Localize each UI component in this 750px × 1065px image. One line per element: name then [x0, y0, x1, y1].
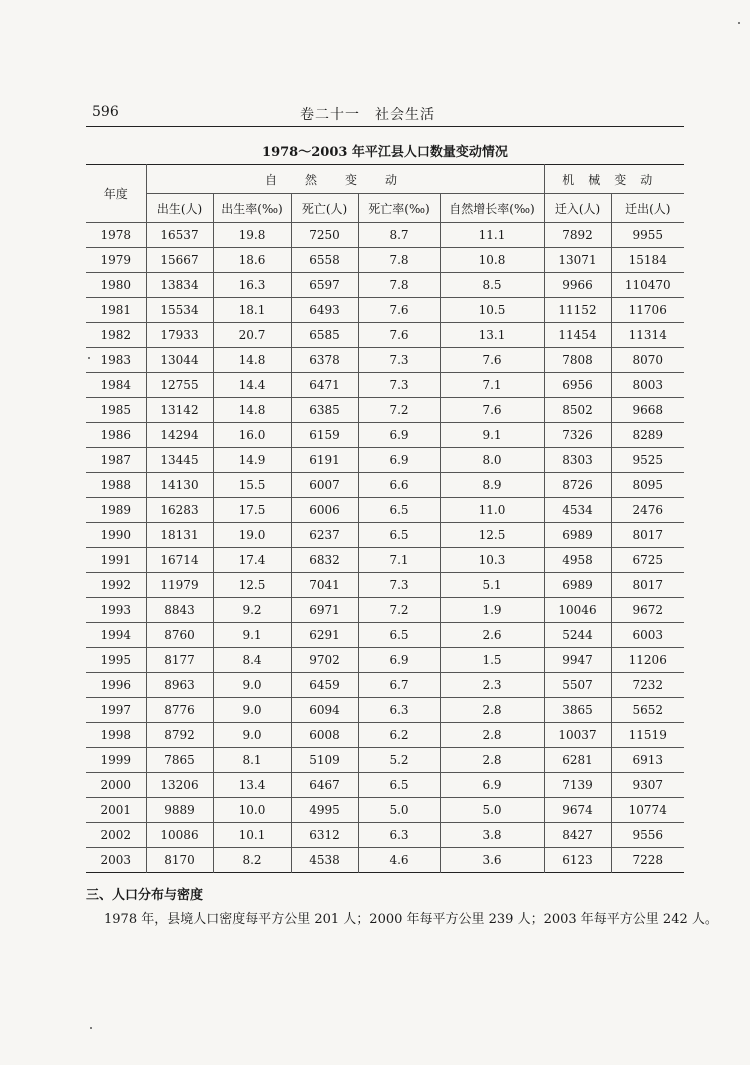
- value-cell: 16.0: [213, 423, 291, 448]
- value-cell: 7.6: [358, 323, 440, 348]
- value-cell: 16714: [146, 548, 213, 573]
- value-cell: 10.8: [440, 248, 544, 273]
- value-cell: 4958: [544, 548, 611, 573]
- table-row: [86, 423, 684, 448]
- value-cell: 4538: [291, 848, 358, 873]
- value-cell: 7.1: [358, 548, 440, 573]
- value-cell: 8095: [611, 473, 684, 498]
- value-cell: 11314: [611, 323, 684, 348]
- value-cell: 8.7: [358, 223, 440, 248]
- value-cell: 7228: [611, 848, 684, 873]
- value-cell: 6003: [611, 623, 684, 648]
- table-row: [86, 523, 684, 548]
- value-cell: 8.9: [440, 473, 544, 498]
- value-cell: 14.9: [213, 448, 291, 473]
- value-cell: 13.4: [213, 773, 291, 798]
- value-cell: 8427: [544, 823, 611, 848]
- value-cell: 5109: [291, 748, 358, 773]
- table-row: [86, 623, 684, 648]
- value-cell: 6237: [291, 523, 358, 548]
- table-row: [86, 498, 684, 523]
- table-row: [86, 548, 684, 573]
- section-heading: 三、人口分布与密度: [86, 888, 204, 903]
- value-cell: 14.8: [213, 398, 291, 423]
- year-cell: 1999: [86, 748, 146, 773]
- value-cell: 9966: [544, 273, 611, 298]
- value-cell: 13834: [146, 273, 213, 298]
- table-row: [86, 748, 684, 773]
- value-cell: 10086: [146, 823, 213, 848]
- value-cell: 8963: [146, 673, 213, 698]
- value-cell: 9.0: [213, 698, 291, 723]
- column-header: 迁入(人): [544, 194, 611, 223]
- table-row: [86, 598, 684, 623]
- value-cell: 6385: [291, 398, 358, 423]
- value-cell: 11706: [611, 298, 684, 323]
- value-cell: 10037: [544, 723, 611, 748]
- value-cell: 5.1: [440, 573, 544, 598]
- value-cell: 13044: [146, 348, 213, 373]
- table-row: [86, 773, 684, 798]
- table-body: [86, 223, 684, 873]
- value-cell: 2.8: [440, 723, 544, 748]
- table-row: [86, 648, 684, 673]
- column-header: 出生(人): [146, 194, 213, 223]
- table-row: [86, 698, 684, 723]
- value-cell: 17.4: [213, 548, 291, 573]
- value-cell: 7.3: [358, 573, 440, 598]
- year-cell: 2000: [86, 773, 146, 798]
- value-cell: 9.2: [213, 598, 291, 623]
- value-cell: 6.5: [358, 773, 440, 798]
- value-cell: 13206: [146, 773, 213, 798]
- value-cell: 8726: [544, 473, 611, 498]
- year-cell: 1990: [86, 523, 146, 548]
- year-cell: 1988: [86, 473, 146, 498]
- value-cell: 7.6: [440, 348, 544, 373]
- value-cell: 9525: [611, 448, 684, 473]
- value-cell: 7.1: [440, 373, 544, 398]
- value-cell: 7139: [544, 773, 611, 798]
- scan-speck: [88, 357, 90, 359]
- value-cell: 8760: [146, 623, 213, 648]
- value-cell: 10.0: [213, 798, 291, 823]
- value-cell: 7.3: [358, 348, 440, 373]
- value-cell: 7808: [544, 348, 611, 373]
- value-cell: 6.9: [358, 448, 440, 473]
- value-cell: 18131: [146, 523, 213, 548]
- chapter-title: 卷二十一 社会生活: [300, 107, 435, 123]
- value-cell: 8.0: [440, 448, 544, 473]
- value-cell: 15534: [146, 298, 213, 323]
- value-cell: 6989: [544, 573, 611, 598]
- value-cell: 2.8: [440, 698, 544, 723]
- value-cell: 6.9: [358, 648, 440, 673]
- value-cell: 6006: [291, 498, 358, 523]
- value-cell: 7.2: [358, 598, 440, 623]
- column-header: 出生率(‰): [213, 194, 291, 223]
- value-cell: 9556: [611, 823, 684, 848]
- column-header: 死亡(人): [291, 194, 358, 223]
- value-cell: 2476: [611, 498, 684, 523]
- value-cell: 8.4: [213, 648, 291, 673]
- value-cell: 7892: [544, 223, 611, 248]
- value-cell: 7326: [544, 423, 611, 448]
- value-cell: 6281: [544, 748, 611, 773]
- value-cell: 13142: [146, 398, 213, 423]
- value-cell: 11.0: [440, 498, 544, 523]
- value-cell: 18.1: [213, 298, 291, 323]
- value-cell: 5507: [544, 673, 611, 698]
- value-cell: 9.0: [213, 673, 291, 698]
- table-row: [86, 298, 684, 323]
- column-header-row: [86, 194, 684, 223]
- year-header: 年度: [86, 165, 146, 223]
- table-row: [86, 348, 684, 373]
- value-cell: 11979: [146, 573, 213, 598]
- year-cell: 1989: [86, 498, 146, 523]
- value-cell: 3865: [544, 698, 611, 723]
- body-paragraph: 1978 年，县境人口密度每平方公里 201 人；2000 年每平方公里 239 人；2003 年每平方公里 242 人。: [104, 912, 718, 927]
- value-cell: 6585: [291, 323, 358, 348]
- value-cell: 6.5: [358, 498, 440, 523]
- table-row: [86, 848, 684, 873]
- value-cell: 6597: [291, 273, 358, 298]
- value-cell: 8170: [146, 848, 213, 873]
- column-header: 自然增长率(‰): [440, 194, 544, 223]
- value-cell: 12.5: [213, 573, 291, 598]
- value-cell: 9.1: [213, 623, 291, 648]
- value-cell: 3.8: [440, 823, 544, 848]
- year-cell: 1986: [86, 423, 146, 448]
- value-cell: 8017: [611, 573, 684, 598]
- table-row: [86, 823, 684, 848]
- year-cell: 1979: [86, 248, 146, 273]
- value-cell: 6471: [291, 373, 358, 398]
- value-cell: 15184: [611, 248, 684, 273]
- value-cell: 6459: [291, 673, 358, 698]
- page-number: 596: [92, 104, 119, 120]
- value-cell: 7865: [146, 748, 213, 773]
- value-cell: 8502: [544, 398, 611, 423]
- value-cell: 8289: [611, 423, 684, 448]
- value-cell: 5244: [544, 623, 611, 648]
- year-cell: 1978: [86, 223, 146, 248]
- value-cell: 6.9: [358, 423, 440, 448]
- table-row: [86, 373, 684, 398]
- value-cell: 11.1: [440, 223, 544, 248]
- value-cell: 9668: [611, 398, 684, 423]
- value-cell: 6378: [291, 348, 358, 373]
- value-cell: 6312: [291, 823, 358, 848]
- value-cell: 7250: [291, 223, 358, 248]
- value-cell: 8792: [146, 723, 213, 748]
- year-cell: 1991: [86, 548, 146, 573]
- value-cell: 6.5: [358, 623, 440, 648]
- value-cell: 9702: [291, 648, 358, 673]
- value-cell: 8843: [146, 598, 213, 623]
- value-cell: 8177: [146, 648, 213, 673]
- value-cell: 5.0: [358, 798, 440, 823]
- value-cell: 7.2: [358, 398, 440, 423]
- table-row: [86, 273, 684, 298]
- value-cell: 7.3: [358, 373, 440, 398]
- value-cell: 5652: [611, 698, 684, 723]
- value-cell: 15667: [146, 248, 213, 273]
- year-cell: 1998: [86, 723, 146, 748]
- value-cell: 6.3: [358, 823, 440, 848]
- value-cell: 3.6: [440, 848, 544, 873]
- value-cell: 19.0: [213, 523, 291, 548]
- year-cell: 1985: [86, 398, 146, 423]
- table-row: [86, 798, 684, 823]
- value-cell: 9947: [544, 648, 611, 673]
- value-cell: 13445: [146, 448, 213, 473]
- value-cell: 5.2: [358, 748, 440, 773]
- value-cell: 10.1: [213, 823, 291, 848]
- value-cell: 14130: [146, 473, 213, 498]
- value-cell: 6832: [291, 548, 358, 573]
- year-cell: 1997: [86, 698, 146, 723]
- value-cell: 9674: [544, 798, 611, 823]
- table-row: [86, 223, 684, 248]
- year-cell: 2001: [86, 798, 146, 823]
- year-cell: 2002: [86, 823, 146, 848]
- value-cell: 16.3: [213, 273, 291, 298]
- value-cell: 9672: [611, 598, 684, 623]
- value-cell: 6558: [291, 248, 358, 273]
- value-cell: 6971: [291, 598, 358, 623]
- value-cell: 11152: [544, 298, 611, 323]
- value-cell: 1.9: [440, 598, 544, 623]
- value-cell: 15.5: [213, 473, 291, 498]
- mechanical-change-header: 机械变动: [544, 165, 684, 194]
- value-cell: 4995: [291, 798, 358, 823]
- value-cell: 17933: [146, 323, 213, 348]
- value-cell: 10.3: [440, 548, 544, 573]
- value-cell: 7.8: [358, 248, 440, 273]
- value-cell: 6007: [291, 473, 358, 498]
- scan-speck: [738, 22, 740, 24]
- value-cell: 7041: [291, 573, 358, 598]
- value-cell: 13.1: [440, 323, 544, 348]
- year-cell: 1995: [86, 648, 146, 673]
- population-table: [86, 164, 684, 873]
- value-cell: 9.1: [440, 423, 544, 448]
- value-cell: 8776: [146, 698, 213, 723]
- natural-change-header: 自然变动: [146, 165, 544, 194]
- year-cell: 1994: [86, 623, 146, 648]
- value-cell: 6725: [611, 548, 684, 573]
- value-cell: 4.6: [358, 848, 440, 873]
- table-row: [86, 398, 684, 423]
- table-row: [86, 448, 684, 473]
- year-cell: 1987: [86, 448, 146, 473]
- value-cell: 7.8: [358, 273, 440, 298]
- value-cell: 6.6: [358, 473, 440, 498]
- year-cell: 1992: [86, 573, 146, 598]
- value-cell: 14.8: [213, 348, 291, 373]
- value-cell: 6.2: [358, 723, 440, 748]
- year-cell: 2003: [86, 848, 146, 873]
- value-cell: 6.3: [358, 698, 440, 723]
- table-row: [86, 248, 684, 273]
- table-title: 1978～2003 年平江县人口数量变动情况: [262, 145, 508, 160]
- value-cell: 6291: [291, 623, 358, 648]
- value-cell: 4534: [544, 498, 611, 523]
- value-cell: 6159: [291, 423, 358, 448]
- value-cell: 6.7: [358, 673, 440, 698]
- value-cell: 8303: [544, 448, 611, 473]
- value-cell: 10046: [544, 598, 611, 623]
- year-cell: 1981: [86, 298, 146, 323]
- value-cell: 6913: [611, 748, 684, 773]
- value-cell: 6123: [544, 848, 611, 873]
- value-cell: 6.5: [358, 523, 440, 548]
- table-row: [86, 673, 684, 698]
- value-cell: 2.6: [440, 623, 544, 648]
- value-cell: 8.2: [213, 848, 291, 873]
- value-cell: 6467: [291, 773, 358, 798]
- value-cell: 7232: [611, 673, 684, 698]
- value-cell: 2.3: [440, 673, 544, 698]
- value-cell: 13071: [544, 248, 611, 273]
- table-row: [86, 323, 684, 348]
- table-row: [86, 723, 684, 748]
- value-cell: 14.4: [213, 373, 291, 398]
- value-cell: 14294: [146, 423, 213, 448]
- year-cell: 1980: [86, 273, 146, 298]
- value-cell: 12.5: [440, 523, 544, 548]
- value-cell: 19.8: [213, 223, 291, 248]
- value-cell: 11206: [611, 648, 684, 673]
- value-cell: 9307: [611, 773, 684, 798]
- year-cell: 1984: [86, 373, 146, 398]
- year-cell: 1996: [86, 673, 146, 698]
- year-cell: 1983: [86, 348, 146, 373]
- value-cell: 8017: [611, 523, 684, 548]
- value-cell: 7.6: [358, 298, 440, 323]
- value-cell: 16537: [146, 223, 213, 248]
- value-cell: 110470: [611, 273, 684, 298]
- value-cell: 10.5: [440, 298, 544, 323]
- value-cell: 12755: [146, 373, 213, 398]
- value-cell: 6956: [544, 373, 611, 398]
- column-header: 迁出(人): [611, 194, 684, 223]
- value-cell: 20.7: [213, 323, 291, 348]
- value-cell: 11519: [611, 723, 684, 748]
- scan-speck: [90, 1027, 92, 1029]
- value-cell: 5.0: [440, 798, 544, 823]
- value-cell: 6008: [291, 723, 358, 748]
- value-cell: 8003: [611, 373, 684, 398]
- value-cell: 8.5: [440, 273, 544, 298]
- year-cell: 1993: [86, 598, 146, 623]
- value-cell: 6094: [291, 698, 358, 723]
- value-cell: 9.0: [213, 723, 291, 748]
- value-cell: 11454: [544, 323, 611, 348]
- table-row: [86, 573, 684, 598]
- value-cell: 10774: [611, 798, 684, 823]
- value-cell: 7.6: [440, 398, 544, 423]
- page-header: [86, 104, 684, 127]
- value-cell: 2.8: [440, 748, 544, 773]
- value-cell: 18.6: [213, 248, 291, 273]
- value-cell: 6493: [291, 298, 358, 323]
- value-cell: 16283: [146, 498, 213, 523]
- value-cell: 17.5: [213, 498, 291, 523]
- value-cell: 6.9: [440, 773, 544, 798]
- value-cell: 9955: [611, 223, 684, 248]
- value-cell: 8070: [611, 348, 684, 373]
- value-cell: 1.5: [440, 648, 544, 673]
- column-header: 死亡率(‰): [358, 194, 440, 223]
- value-cell: 8.1: [213, 748, 291, 773]
- value-cell: 6989: [544, 523, 611, 548]
- value-cell: 6191: [291, 448, 358, 473]
- table-row: [86, 473, 684, 498]
- value-cell: 9889: [146, 798, 213, 823]
- year-cell: 1982: [86, 323, 146, 348]
